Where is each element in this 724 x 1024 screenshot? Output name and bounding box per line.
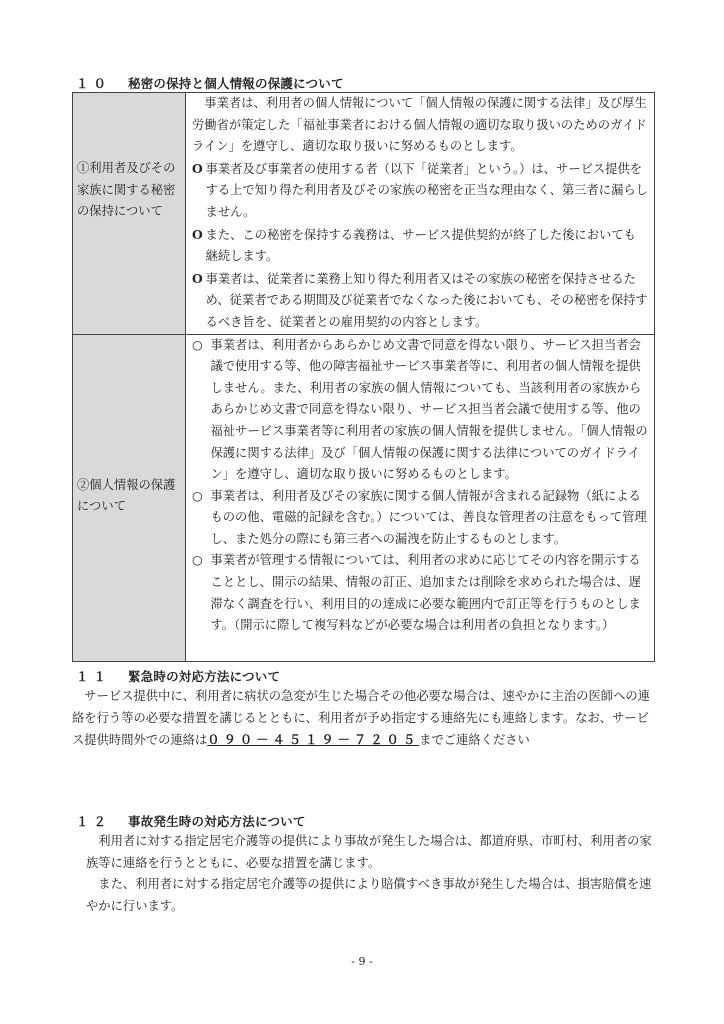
- section-title: 緊急時の対応方法について: [128, 669, 281, 684]
- page-number: - 9 -: [351, 955, 373, 968]
- table-row: [73, 334, 655, 661]
- section-number: １２: [76, 814, 112, 829]
- row-label: ①利用者及びその家族に関する秘密の保持について: [77, 161, 176, 218]
- list-item: O また、この秘密を保持する義務は、サービス提供契約が終了した後においても継続します。: [192, 224, 648, 268]
- bullet-circle-icon: O: [192, 226, 203, 242]
- section-title: 秘密の保持と個人情報の保護について: [128, 76, 344, 91]
- intro-paragraph: 事業者は、利用者の個人情報について「個人情報の保護に関する法律」及び厚生労働省が策定した「福祉事業者における個人情報の適切な取り扱いのためのガイドライン」を遵守し、適切な取り扱いに努めるものとします。: [192, 96, 647, 154]
- list-item: ○ 事業者は、利用者及びその家族に関する個人情報が含まれる記録物（紙によるものの他、電磁的記録を含む。）については、善良な管理者の注意をもって管理し、また処分の際にも第三者への漏洩を防止するものとします。: [192, 486, 648, 551]
- row-label: ②個人情報の保護について: [77, 477, 176, 514]
- bullet-circle-icon: ○: [192, 488, 203, 503]
- list-item: O 事業者は、従業者に業務上知り得た利用者又はその家族の秘密を保持させるため、従業者である期間及び従業者でなくなった後においても、その秘密を保持するべき旨を、従業者との雇用契約の内容とします。: [192, 268, 648, 334]
- row-label-cell: [73, 93, 186, 335]
- section-10-heading: [76, 74, 344, 92]
- bullet-circle-icon: O: [192, 160, 203, 176]
- bullet-circle-icon: ○: [192, 553, 203, 568]
- section-11-heading: [76, 667, 280, 685]
- section-title: 事故発生時の対応方法について: [128, 814, 306, 829]
- accident-paragraph-1: 利用者に対する指定居宅介護等の提供により事故が発生した場合は、都道府県、市町村、利用者の家族等に連絡を行うとともに、必要な措置を講じます。: [86, 834, 652, 870]
- section-number: １０: [76, 76, 112, 91]
- section-number: １１: [76, 669, 112, 684]
- confidentiality-table: [72, 92, 655, 662]
- list-item: ○ 事業者は、利用者からあらかじめ文書で同意を得ない限り、サービス担当者会議で使用する等、他の障害福祉サービス事業者等に、利用者の個人情報を提供しません。また、利用者の家族の個人情報についても、当該利用者の家族からあらかじめ文書で同意を得ない限り、サービス担当者会議で使用する等、他の福祉サービス事業者等に利用者の家族の個人情報を提供しません。「個人情報の保護に関する法律」及び「個人情報の保護に関する法律についてのガイドライン」を遵守し、適切な取り扱いに努めるものとします。: [192, 335, 648, 486]
- table-row: [73, 93, 655, 335]
- list-item: ○ 事業者が管理する情報については、利用者の求めに応じてその内容を開示することとし、開示の結果、情報の訂正、追加または削除を求められた場合は、遅滞なく調査を行い、利用目的の達成に必要な範囲内で訂正等を行うものとします。（開示に際して複写料などが必要な場合は利用者の負担となります。）: [192, 550, 648, 636]
- section-12-heading: [76, 812, 306, 830]
- list-item: O 事業者及び事業者の使用する者（以下「従業者」という。）は、サービス提供をする上で知り得た利用者及びその家族の秘密を正当な理由なく、第三者に漏らしません。: [192, 158, 648, 224]
- row-label-cell: [73, 334, 186, 661]
- emergency-phone-number[interactable]: ０９０－４５１９－７２０５: [207, 732, 420, 747]
- emergency-paragraph: サービス提供中に、利用者に病状の急変が生じた場合その他必要な場合は、速やかに主治の医師への連絡を行う等の必要な措置を講じるとともに、利用者が予め指定する連絡先にも連絡します。なお、サービス提供時間外での連絡は０９０－４５１９－７２０５までご連絡ください: [72, 689, 650, 747]
- accident-paragraph-2: また、利用者に対する指定居宅介護等の提供により賠償すべき事故が発生した場合は、損害賠償を速やかに行います。: [86, 877, 652, 913]
- bullet-circle-icon: ○: [192, 337, 203, 352]
- bullet-circle-icon: O: [192, 270, 203, 286]
- row-content-cell: [186, 93, 655, 335]
- row-content-cell: [186, 334, 655, 661]
